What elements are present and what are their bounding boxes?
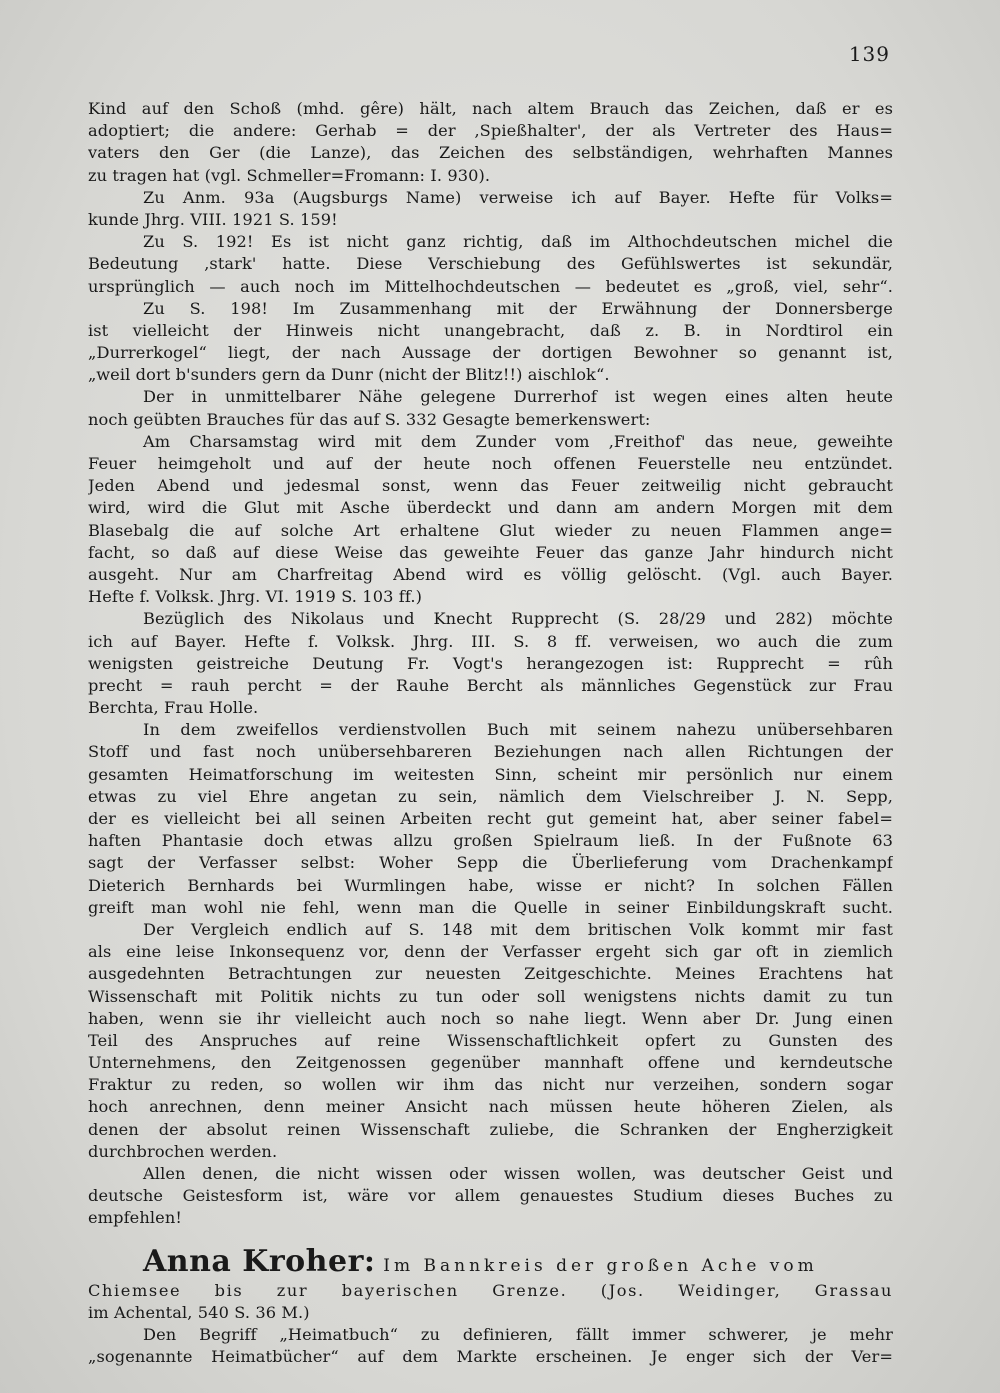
- text-line: Teil des Anspruches auf reine Wissenschaftlichkeit opfert zu Gunsten des: [88, 1030, 893, 1050]
- text-line: Bedeutung ‚stark' hatte. Diese Verschiebung des Gefühlswertes ist sekundär,: [88, 254, 893, 274]
- text-line: etwas zu viel Ehre angetan zu sein, nämlich dem Vielschreiber J. N. Sepp,: [88, 786, 893, 806]
- text-line: denen der absolut reinen Wissenschaft zuliebe, die Schranken der Engherzigkeit: [88, 1119, 893, 1139]
- text-line: Wissenschaft mit Politik nichts zu tun oder soll wenigstens nichts damit zu tun: [88, 986, 893, 1006]
- review-line: im Achental, 540 S. 36 M.): [88, 1302, 310, 1322]
- text-line: kunde Jhrg. VIII. 1921 S. 159!: [88, 209, 338, 229]
- text-line: Am Charsamstag wird mit dem Zunder vom ‚Freithof' das neue, geweihte: [143, 431, 893, 451]
- body-text: [88, 98, 893, 1368]
- text-line: noch geübten Brauches für das auf S. 332 Gesagte bemerkenswert:: [88, 409, 651, 429]
- text-line: Bezüglich des Nikolaus und Knecht Rupprecht (S. 28/29 und 282) möchte: [143, 609, 893, 629]
- text-line: In dem zweifellos verdienstvollen Buch mit seinem nahezu unübersehbaren: [143, 720, 893, 740]
- section-gap: [88, 1230, 893, 1244]
- review-heading: [88, 1244, 893, 1280]
- text-line: Allen denen, die nicht wissen oder wissen wollen, was deutscher Geist und: [143, 1164, 893, 1183]
- text-line: Kind auf den Schoß (mhd. gêre) hält, nach altem Brauch das Zeichen, daß er es: [88, 99, 893, 118]
- text-line: Zu Anm. 93a (Augsburgs Name) verweise ich auf Bayer. Hefte für Volks=: [143, 187, 893, 207]
- text-line: hoch anrechnen, denn meiner Ansicht nach müssen heute höheren Zielen, als: [88, 1097, 893, 1117]
- text-line: als eine leise Inkonsequenz vor, denn der Verfasser ergeht sich gar oft in ziemlich: [88, 942, 893, 962]
- review-title: Im Bannkreis der großen Ache vom: [383, 1255, 818, 1276]
- text-line: vaters den Ger (die Lanze), das Zeichen des selbständigen, wehrhaften Mannes: [88, 143, 893, 163]
- text-line: Berchta, Frau Holle.: [88, 698, 259, 718]
- text-line: haften Phantasie doch etwas allzu großen Spielraum ließ. In der Fußnote 63: [88, 831, 893, 851]
- page-number: 139: [848, 42, 890, 66]
- text-line: Jeden Abend und jedesmal sonst, wenn das Feuer zeitweilig nicht gebraucht: [88, 476, 893, 496]
- text-line: deutsche Geistesform ist, wäre vor allem genauestes Studium dieses Buches zu: [88, 1186, 893, 1206]
- text-line: Dieterich Bernhards bei Wurmlingen habe, wisse er nicht? In solchen Fällen: [88, 875, 893, 895]
- text-line: Blasebalg die auf solche Art erhaltene Glut wieder zu neuen Flammen ange=: [88, 520, 893, 540]
- text-line: ursprünglich — auch noch im Mittelhochdeutschen — bedeutet es „groß, viel, sehr“.: [88, 276, 893, 296]
- review-author: Anna Kroher:: [143, 1243, 376, 1279]
- text-line: facht, so daß auf diese Weise das geweihte Feuer das ganze Jahr hindurch nicht: [88, 542, 893, 562]
- text-line: wird, wird die Glut mit Asche überdeckt und dann am andern Morgen mit dem: [88, 498, 893, 518]
- text-line: der es vielleicht bei all seinen Arbeiten recht gut gemeint hat, aber seiner fabel=: [88, 809, 893, 828]
- text-line: zu tragen hat (vgl. Schmeller=Fromann: I. 930).: [88, 165, 491, 185]
- text-line: Stoff und fast noch unübersehbareren Beziehungen nach allen Richtungen der: [88, 742, 893, 762]
- text-line: durchbrochen werden.: [88, 1141, 278, 1161]
- text-line: sagt der Verfasser selbst: Woher Sepp die Überlieferung vom Drachenkampf: [88, 853, 893, 873]
- text-line: ich auf Bayer. Hefte f. Volksk. Jhrg. III. S. 8 ff. verweisen, wo auch die zum: [88, 631, 893, 651]
- text-line: precht = rauh percht = der Rauhe Bercht als männliches Gegenstück zur Frau: [88, 675, 893, 695]
- text-line: haben, wenn sie ihr vielleicht auch noch so nahe liegt. Wenn aber Dr. Jung einen: [88, 1008, 893, 1028]
- text-line: Fraktur zu reden, so wollen wir ihm das nicht nur verzeihen, sondern sogar: [88, 1075, 893, 1095]
- text-line: greift man wohl nie fehl, wenn man die Quelle in seiner Einbildungskraft sucht.: [88, 897, 893, 917]
- text-line: Hefte f. Volksk. Jhrg. VI. 1919 S. 103 ff.): [88, 587, 422, 607]
- review-line: Chiemsee bis zur bayerischen Grenze. (Jos. Weidinger, Grassau: [88, 1280, 893, 1300]
- text-line: Der in unmittelbarer Nähe gelegene Durrerhof ist wegen eines alten heute: [143, 387, 893, 407]
- text-line: Feuer heimgeholt und auf der heute noch offenen Feuerstelle neu entzündet.: [88, 454, 893, 473]
- text-line: adoptiert; die andere: Gerhab = der ‚Spießhalter', der als Vertreter des Haus=: [88, 121, 893, 141]
- text-line: „Durrerkogel“ liegt, der nach Aussage der dortigen Bewohner so genannt ist,: [88, 343, 893, 363]
- text-line: Zu S. 192! Es ist nicht ganz richtig, daß im Althochdeutschen michel die: [143, 232, 893, 252]
- text-line: Unternehmens, den Zeitgenossen gegenüber mannhaft offene und kerndeutsche: [88, 1053, 893, 1073]
- text-line: ausgeht. Nur am Charfreitag Abend wird es völlig gelöscht. (Vgl. auch Bayer.: [88, 564, 893, 584]
- text-line: Zu S. 198! Im Zusammenhang mit der Erwähnung der Donnersberge: [143, 298, 893, 318]
- text-line: gesamten Heimatforschung im weitesten Sinn, scheint mir persönlich nur einem: [88, 764, 893, 784]
- review-line: Den Begriff „Heimatbuch“ zu definieren, fällt immer schwerer, je mehr: [143, 1324, 893, 1344]
- text-line: ausgedehnten Betrachtungen zur neuesten Zeitgeschichte. Meines Erachtens hat: [88, 964, 893, 984]
- text-line: „weil dort b'sunders gern da Dunr (nicht der Blitz!!) aischlok“.: [88, 365, 610, 385]
- text-line: wenigsten geistreiche Deutung Fr. Vogt's herangezogen ist: Rupprecht = rûh: [88, 653, 893, 673]
- text-line: Der Vergleich endlich auf S. 148 mit dem britischen Volk kommt mir fast: [143, 919, 893, 939]
- text-line: ist vielleicht der Hinweis nicht unangebracht, daß z. B. in Nordtirol ein: [88, 320, 893, 340]
- review-line: „sogenannte Heimatbücher“ auf dem Markte erscheinen. Je enger sich der Ver=: [88, 1347, 893, 1367]
- text-line: empfehlen!: [88, 1208, 182, 1228]
